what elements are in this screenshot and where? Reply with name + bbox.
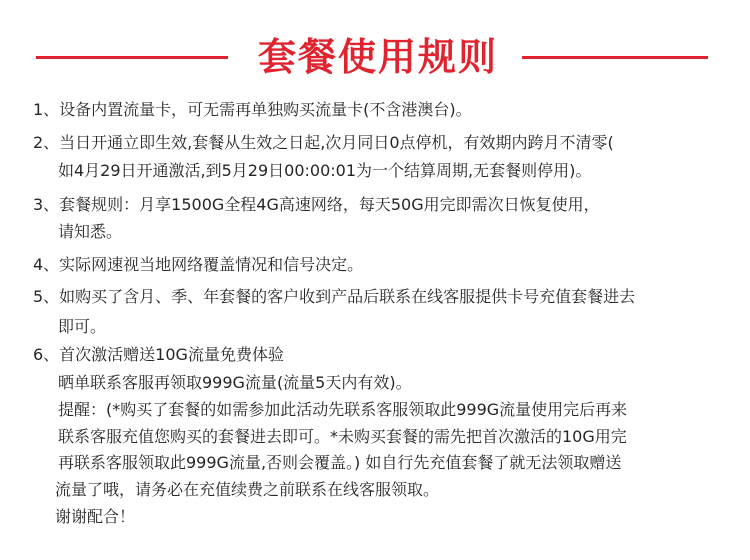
rule-6-line-1: 6、首次激活赠送10G流量免费体验 xyxy=(33,345,284,364)
rule-6-line-6: 流量了哦，请务必在充值续费之前联系在线客服领取。 xyxy=(55,480,440,499)
rule-2-line-1: 2、当日开通立即生效,套餐从生效之日起,次月同日0点停机，有效期内跨月不清零( xyxy=(33,133,614,152)
rule-5-line-2: 即可。 xyxy=(58,317,107,336)
rule-2-line-2: 如4月29日开通激活,到5月29日00:00:01为一个结算周期,无套餐则停用)。 xyxy=(58,161,592,180)
rule-6-line-5: 再联系客服领取此999G流量,否则会覆盖。) 如自行先充值套餐了就无法领取赠送 xyxy=(58,453,622,472)
rule-3-line-2: 请知悉。 xyxy=(58,222,123,241)
rule-6-line-7: 谢谢配合！ xyxy=(55,507,136,526)
rule-5-line-1: 5、如购买了含月、季、年套餐的客户收到产品后联系在线客服提供卡号充值套餐进去 xyxy=(33,287,636,306)
rule-6-line-2: 晒单联系客服再领取999G流量(流量5天内有效)。 xyxy=(58,373,412,392)
rule-3-line-1: 3、套餐规则：月享1500G全程4G高速网络，每天50G用完即需次日恢复使用， xyxy=(33,195,600,214)
rule-4-line-1: 4、实际网速视当地网络覆盖情况和信号决定。 xyxy=(33,255,364,274)
rule-1-line-1: 1、设备内置流量卡，可无需再单独购买流量卡(不含港澳台)。 xyxy=(33,100,472,119)
rule-6-line-3: 提醒：(*购买了套餐的如需参加此活动先联系客服领取此999G流量使用完后再来 xyxy=(58,400,628,419)
rule-6-line-4: 联系客服充值您购买的套餐进去即可。*未购买套餐的需先把首次激活的10G用完 xyxy=(58,427,627,446)
page-title: 套餐使用规则 xyxy=(257,35,498,79)
